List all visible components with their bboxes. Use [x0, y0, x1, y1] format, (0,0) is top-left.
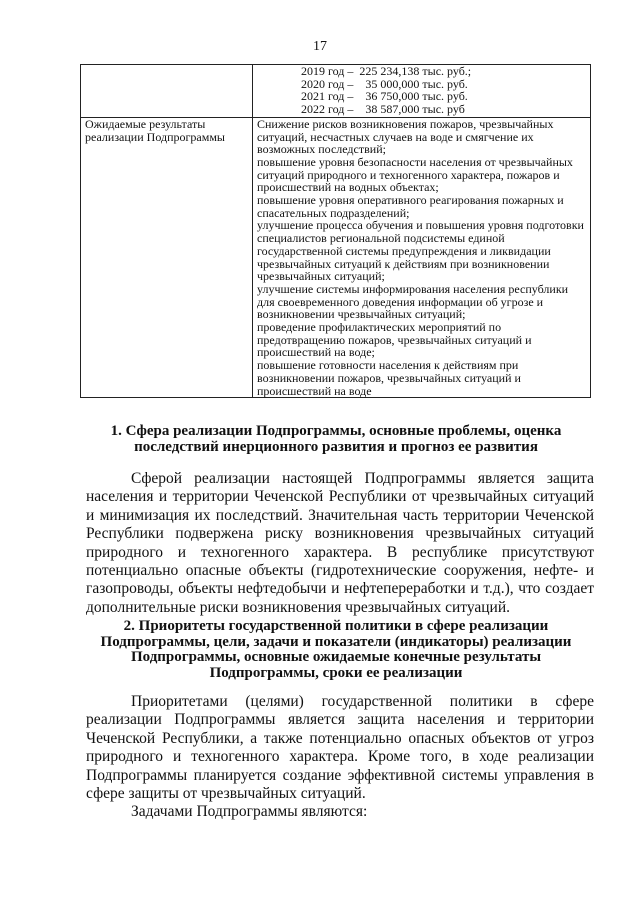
results-label: Ожидаемые результаты реализации Подпрограммы: [85, 116, 225, 144]
result-item: Снижение рисков возникновения пожаров, чрезвычайных ситуаций, несчастных случаев на воде и смягчение их возможных последствий;: [257, 116, 554, 157]
funding-values-cell: [253, 65, 591, 118]
funding-line-2020: 2020 год – 35 000,000 тыс. руб.: [301, 76, 468, 91]
result-item: улучшение системы информирования населения республики для своевременного доведения информации об угрозе и возникновении чрезвычайных ситуаций;: [257, 281, 569, 322]
page-number: 17: [313, 39, 327, 54]
funding-line-2022: 2022 год – 38 587,000 тыс. руб: [301, 102, 465, 117]
result-item: повышение уровня безопасности населения от чрезвычайных ситуаций природного и техногенного характера, пожаров и происшествий на водных объектах;: [257, 154, 573, 195]
result-item: повышение уровня оперативного реагирования пожарных и спасательных подразделений;: [257, 193, 564, 220]
section-2-paragraph: Приоритетами (целями) государственной политики в сфере реализации Подпрограммы является защита населения и территории Чеченской Республики, а также потенциально опасных объектов от угроз природного и техногенного характера. Кроме того, в ходе реализации Подпрограммы планируется создание эффективной системы управления в сфере защиты от чрезвычайных ситуаций.: [86, 693, 594, 803]
results-label-cell: [81, 117, 253, 397]
result-item: проведение профилактических мероприятий по предотвращению пожаров, чрезвычайных ситуаций и происшествий на воде;: [257, 320, 532, 360]
tasks-intro: Задачами Подпрограммы являются:: [131, 803, 368, 820]
results-values-cell: [253, 117, 591, 397]
funding-row: [81, 65, 591, 118]
section-1-paragraph: Сферой реализации настоящей Подпрограммы является защита населения и территории Чеченской Республики от чрезвычайных ситуаций и минимизация их последствий. Значительная часть территории Чеченской Республики подвержена риску возникновения чрезвычайных ситуаций природного и техногенного характера. В республике присутствуют потенциально опасные объекты (гидротехнические сооружения, нефте- и газопроводы, объекты нефтедобычи и нефтепереработки и т.д.), что создает дополнительные риски возникновения чрезвычайных ситуаций.: [86, 470, 594, 616]
funding-line-2021: 2021 год – 36 750,000 тыс. руб.: [301, 89, 468, 104]
results-row: [81, 117, 591, 397]
funding-line-2019: 2019 год – 225 234,138 тыс. руб.;: [301, 64, 472, 78]
result-item: улучшение процесса обучения и повышения уровня подготовки специалистов региональной подсистемы единой государственной системы предупреждения и ликвидации чрезвычайных ситуаций к действиям при возникновении чрезвычайных ситуаций;: [257, 218, 584, 284]
section-1-heading: 1. Сфера реализации Подпрограммы, основные проблемы, оценка последствий инерционного развития и прогноз ее развития: [110, 423, 562, 455]
section-2-heading: 2. Приоритеты государственной политики в сфере реализации Подпрограммы, цели, задачи и показатели (индикаторы) реализации Подпрограммы, основные ожидаемые конечные результаты Подпрограммы, сроки ее реализации: [100, 618, 572, 681]
passport-table: [80, 64, 591, 398]
result-item: повышение готовности населения к действиям при возникновении пожаров, чрезвычайных ситуаций и происшествий на воде: [257, 358, 521, 398]
funding-label-cell: [81, 65, 253, 118]
